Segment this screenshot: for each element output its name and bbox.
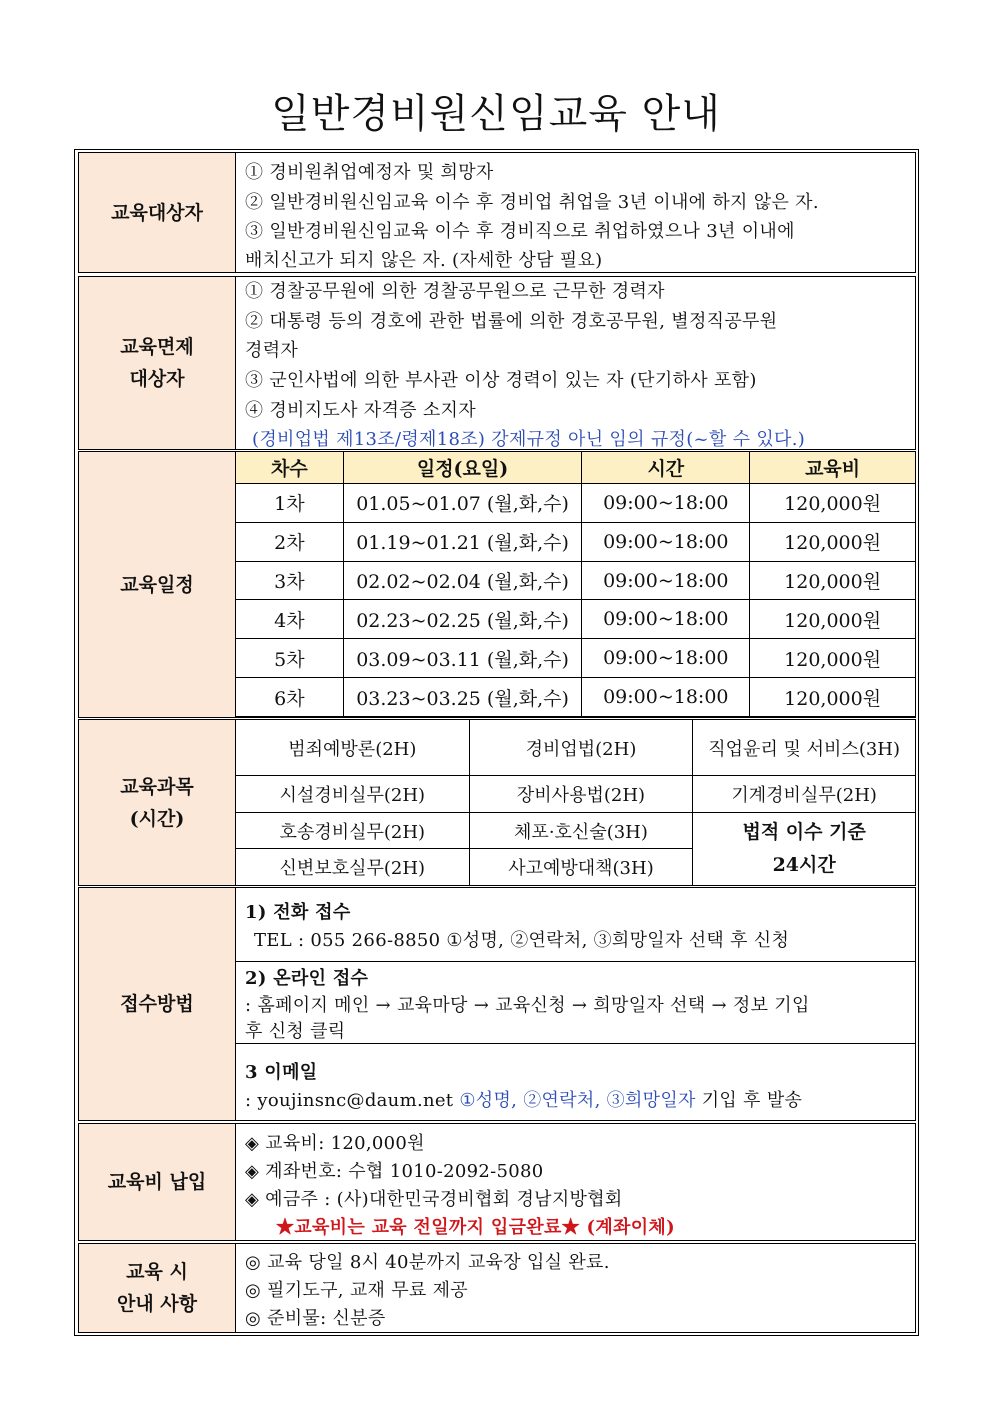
payment-holder: ◈ 예금주 : (사)대한민국경비협회 경남지방협회 xyxy=(245,1189,623,1210)
schedule-time: 09:00~18:00 xyxy=(582,522,750,561)
exempt-line-2: ② 대통령 등의 경호에 관한 법률에 의한 경호공무원, 별정직공무원 xyxy=(245,311,778,332)
schedule-header-fee: 교육비 xyxy=(750,452,916,484)
notes-line-2: ◎ 필기도구, 교재 무료 제공 xyxy=(245,1280,468,1301)
label-exempt xyxy=(79,277,236,449)
exempt-content xyxy=(236,277,915,449)
apply-email-address: : youjinsnc@daum.net xyxy=(245,1090,454,1111)
subject-cell: 신변보호실무(2H) xyxy=(236,849,470,886)
schedule-table xyxy=(235,451,916,717)
exempt-line-5: ④ 경비지도사 자격증 소지자 xyxy=(245,400,476,421)
subject-cell: 기계경비실무(2H) xyxy=(693,776,916,813)
subject-cell: 시설경비실무(2H) xyxy=(236,776,470,813)
apply-divider-2 xyxy=(236,1043,915,1044)
schedule-date: 01.19~01.21 (월,화,수) xyxy=(343,522,582,561)
table-row xyxy=(236,639,916,678)
schedule-time: 09:00~18:00 xyxy=(582,484,750,523)
label-exempt-line1: 교육면제 xyxy=(120,336,194,358)
target-line-4: 배치신고가 되지 않은 자. (자세한 상담 필요) xyxy=(245,250,603,271)
subject-cell: 범죄예방론(2H) xyxy=(236,720,470,776)
notes-content xyxy=(236,1244,915,1332)
label-subjects-line2: (시간) xyxy=(129,807,185,830)
label-target xyxy=(79,153,236,272)
notes-line-3: ◎ 준비물: 신분증 xyxy=(245,1308,386,1329)
section-exempt xyxy=(78,276,916,450)
payment-content xyxy=(236,1124,915,1240)
subject-cell: 호송경비실무(2H) xyxy=(236,813,470,849)
label-notes-line1: 교육 시 xyxy=(126,1261,188,1283)
label-target-text: 교육대상자 xyxy=(111,201,203,224)
total-hours-cell xyxy=(693,813,916,886)
label-subjects-line1: 교육과목 xyxy=(120,775,194,798)
label-schedule xyxy=(79,452,236,717)
section-target xyxy=(78,152,916,273)
table-row xyxy=(236,678,916,717)
target-line-2: ② 일반경비원신임교육 이수 후 경비업 취업을 3년 이내에 하지 않은 자. xyxy=(245,192,819,213)
label-payment-text: 교육비 납입 xyxy=(107,1171,207,1193)
payment-fee: ◈ 교육비: 120,000원 xyxy=(245,1133,425,1154)
exempt-line-1: ① 경찰공무원에 의한 경찰공무원으로 근무한 경력자 xyxy=(245,281,665,302)
label-apply xyxy=(79,888,236,1120)
exempt-line-3: 경력자 xyxy=(245,340,299,361)
label-exempt-line2: 대상자 xyxy=(129,368,185,390)
schedule-header-date: 일정(요일) xyxy=(343,452,582,484)
subject-cell: 체포·호신술(3H) xyxy=(469,813,693,849)
section-subjects xyxy=(78,719,916,886)
section-notes xyxy=(78,1243,916,1333)
table-row xyxy=(236,600,916,639)
schedule-date: 02.23~02.25 (월,화,수) xyxy=(343,600,582,639)
table-row xyxy=(236,484,916,523)
schedule-time: 09:00~18:00 xyxy=(582,561,750,600)
apply-online-text-2: 후 신청 클릭 xyxy=(245,1021,346,1042)
schedule-fee: 120,000원 xyxy=(750,639,916,678)
apply-email-suffix: 기입 후 발송 xyxy=(701,1090,803,1111)
apply-divider-1 xyxy=(236,961,915,962)
apply-phone-title: 1) 전화 접수 xyxy=(245,902,351,923)
schedule-header-time: 시간 xyxy=(582,452,750,484)
total-hours-line1: 법적 이수 기준 xyxy=(742,821,866,843)
total-hours-line2: 24시간 xyxy=(772,854,836,876)
table-row xyxy=(236,522,916,561)
exempt-line-4: ③ 군인사법에 의한 부사관 이상 경력이 있는 자 (단기하사 포함) xyxy=(245,370,757,391)
exempt-note: (경비업법 제13조/령제18조) 강제규정 아닌 임의 규정(~할 수 있다.) xyxy=(252,429,806,450)
schedule-round: 5차 xyxy=(236,639,344,678)
schedule-round: 4차 xyxy=(236,600,344,639)
subjects-content xyxy=(236,720,915,885)
payment-notice: ★교육비는 교육 전일까지 입금완료★ (계좌이체) xyxy=(276,1217,675,1238)
subject-cell: 경비업법(2H) xyxy=(469,720,693,776)
schedule-time: 09:00~18:00 xyxy=(582,678,750,717)
subject-cell: 사고예방대책(3H) xyxy=(469,849,693,886)
page-title: 일반경비원신임교육 안내 xyxy=(271,91,721,137)
table-row xyxy=(236,561,916,600)
apply-email-line xyxy=(245,1086,802,1112)
subject-cell: 직업윤리 및 서비스(3H) xyxy=(693,720,916,776)
schedule-date: 03.23~03.25 (월,화,수) xyxy=(343,678,582,717)
schedule-round: 1차 xyxy=(236,484,344,523)
apply-content xyxy=(236,888,915,1120)
label-subjects xyxy=(79,720,236,885)
label-notes xyxy=(79,1244,236,1332)
schedule-round: 2차 xyxy=(236,522,344,561)
schedule-round: 6차 xyxy=(236,678,344,717)
schedule-date: 02.02~02.04 (월,화,수) xyxy=(343,561,582,600)
apply-online-title: 2) 온라인 접수 xyxy=(245,968,369,989)
payment-account: ◈ 계좌번호: 수협 1010-2092-5080 xyxy=(245,1161,544,1182)
subjects-table xyxy=(235,719,916,886)
target-line-3: ③ 일반경비원신임교육 이수 후 경비직으로 취업하였으나 3년 이내에 xyxy=(245,221,795,242)
schedule-round: 3차 xyxy=(236,561,344,600)
schedule-fee: 120,000원 xyxy=(750,484,916,523)
schedule-fee: 120,000원 xyxy=(750,522,916,561)
notes-line-1: ◎ 교육 당일 8시 40분까지 교육장 입실 완료. xyxy=(245,1252,610,1273)
section-payment xyxy=(78,1123,916,1241)
label-schedule-text: 교육일정 xyxy=(120,573,194,596)
schedule-time: 09:00~18:00 xyxy=(582,639,750,678)
schedule-date: 01.05~01.07 (월,화,수) xyxy=(343,484,582,523)
label-payment xyxy=(79,1124,236,1240)
schedule-header-round: 차수 xyxy=(236,452,344,484)
apply-email-title: 3 이메일 xyxy=(245,1062,318,1083)
schedule-date: 03.09~03.11 (월,화,수) xyxy=(343,639,582,678)
schedule-fee: 120,000원 xyxy=(750,600,916,639)
apply-phone-text: TEL : 055 266-8850 ①성명, ②연락처, ③희망일자 선택 후 신청 xyxy=(254,930,790,951)
schedule-fee: 120,000원 xyxy=(750,561,916,600)
schedule-fee: 120,000원 xyxy=(750,678,916,717)
target-content xyxy=(236,153,915,272)
subject-cell: 장비사용법(2H) xyxy=(469,776,693,813)
schedule-time: 09:00~18:00 xyxy=(582,600,750,639)
section-schedule xyxy=(78,451,916,718)
section-apply xyxy=(78,887,916,1121)
label-notes-line2: 안내 사항 xyxy=(116,1293,198,1315)
label-apply-text: 접수방법 xyxy=(120,993,194,1015)
apply-online-text-1: : 홈페이지 메인 → 교육마당 → 교육신청 → 희망일자 선택 → 정보 기입 xyxy=(245,995,810,1016)
apply-email-fields: ①성명, ②연락처, ③희망일자 xyxy=(459,1090,696,1111)
schedule-content xyxy=(236,452,915,717)
target-line-1: ① 경비원취업예정자 및 희망자 xyxy=(245,162,494,183)
